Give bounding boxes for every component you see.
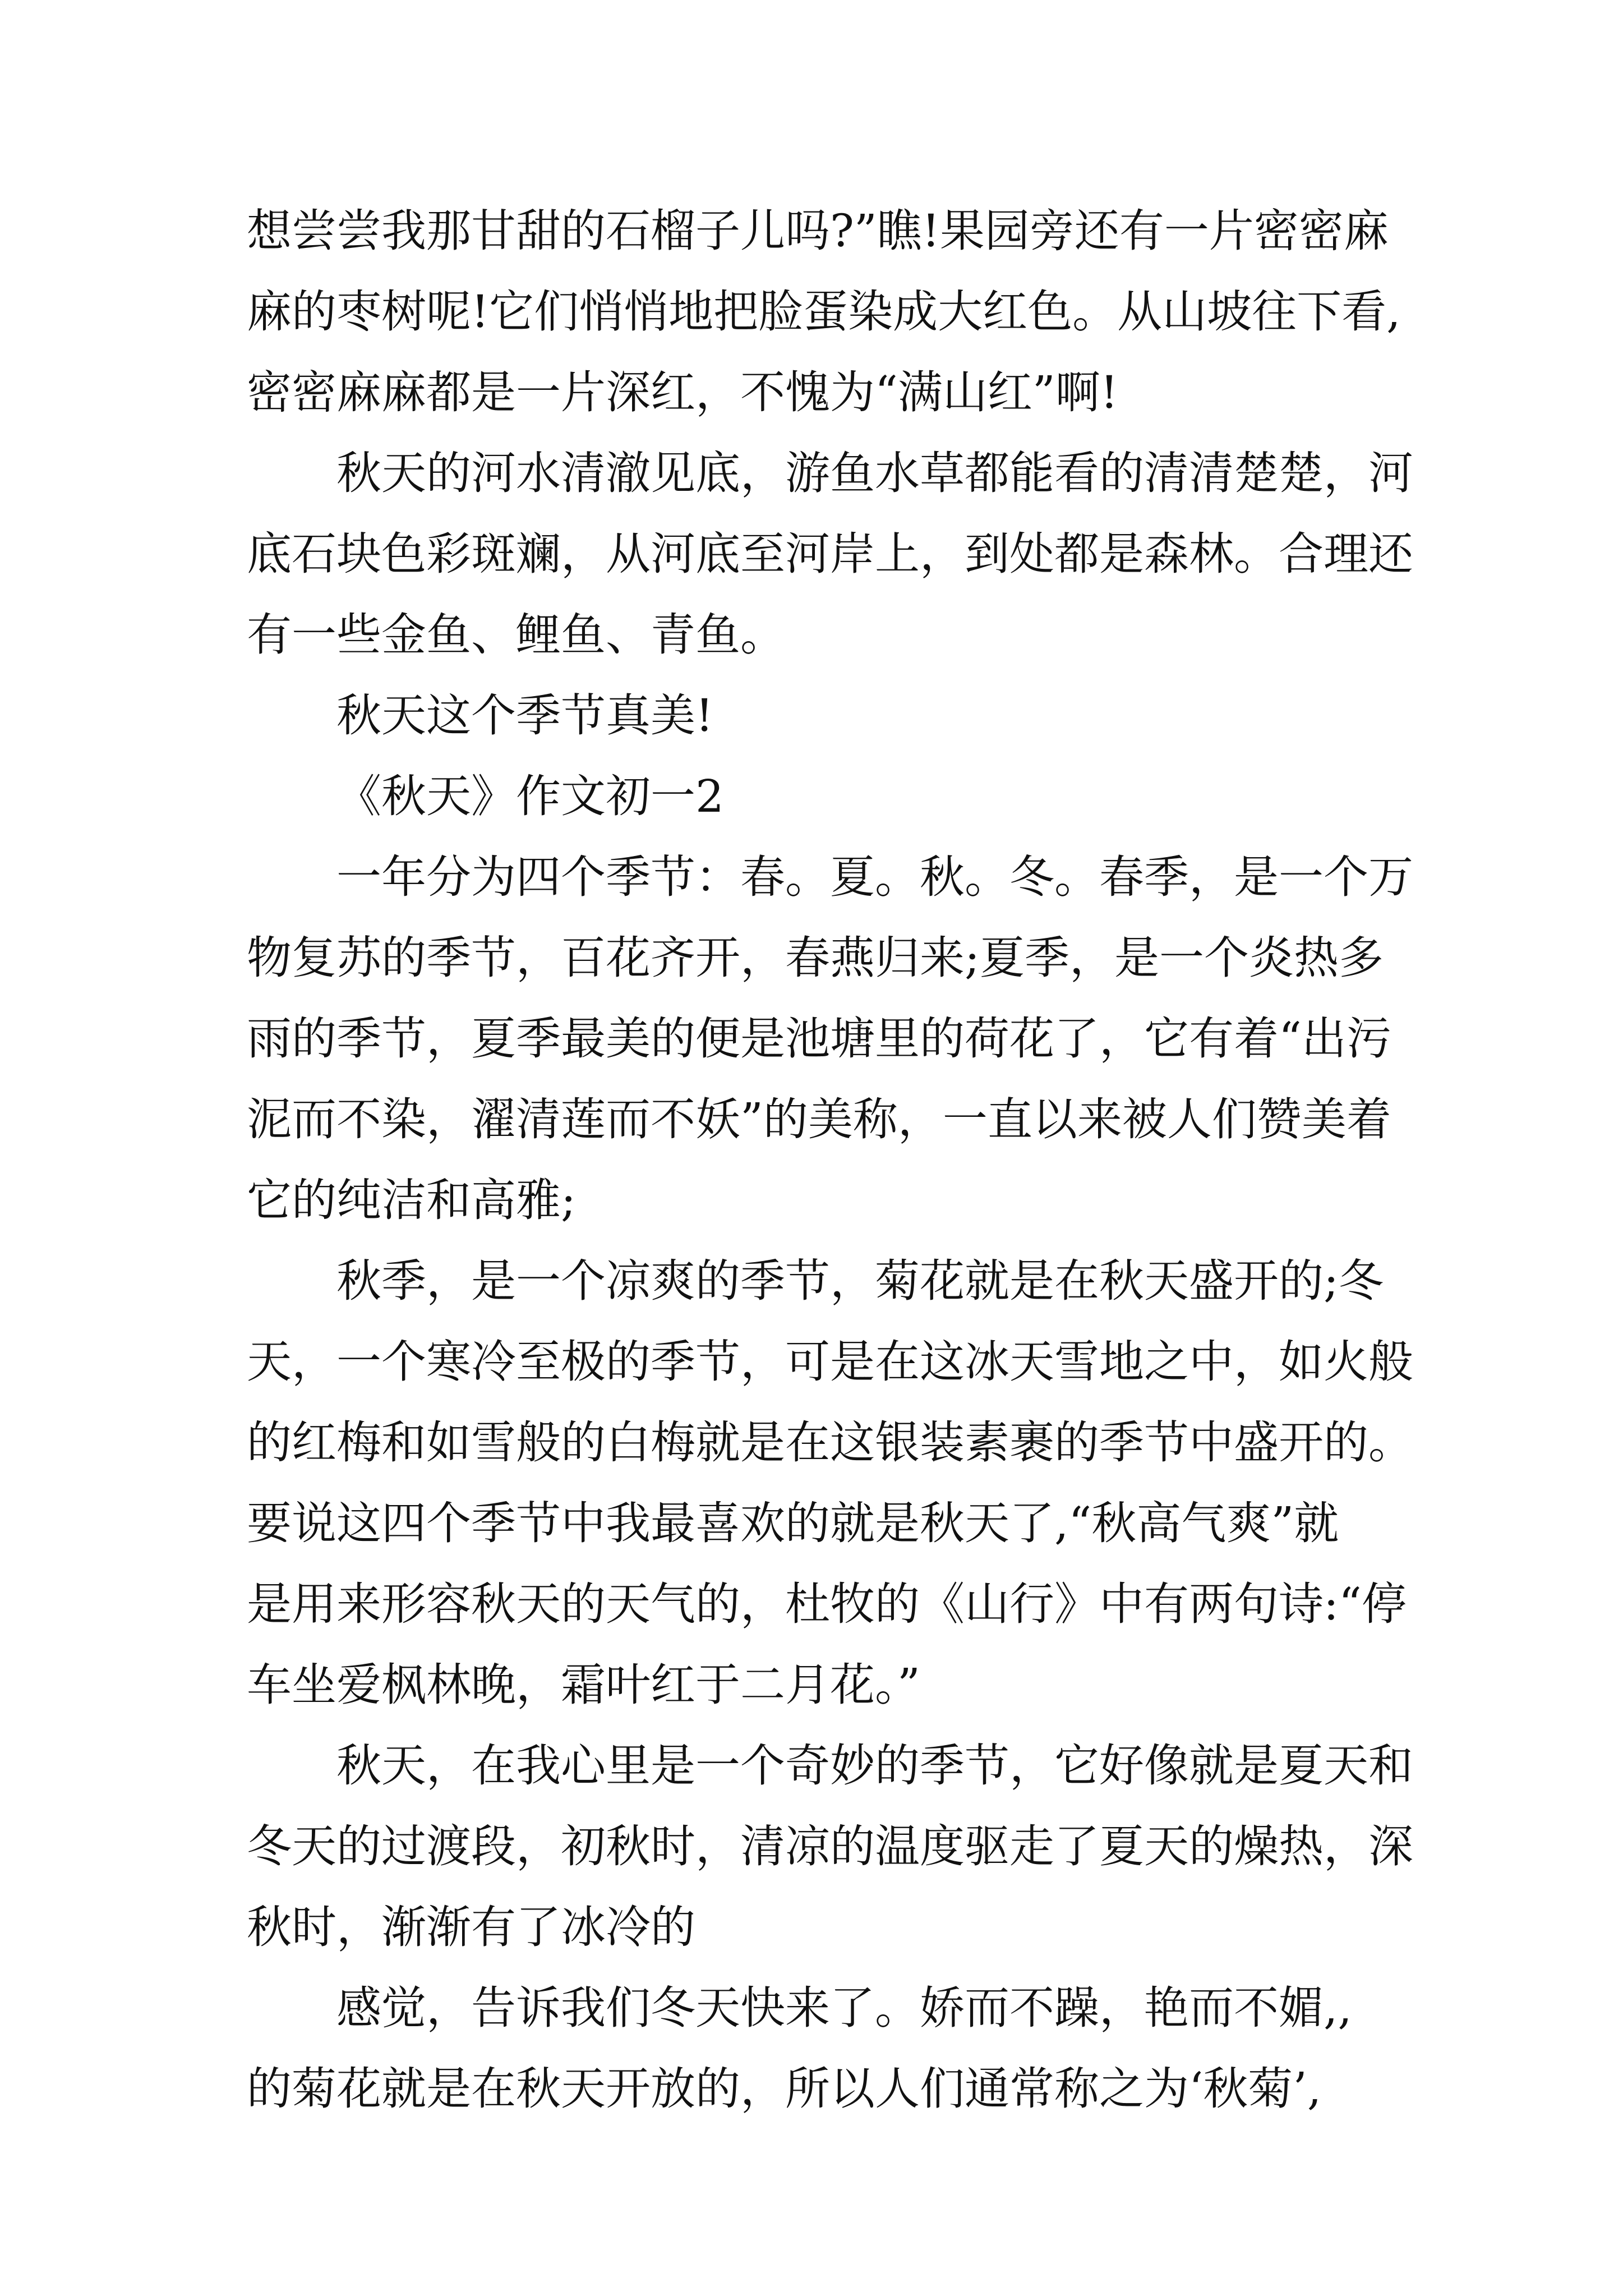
- text-line: 它的纯洁和高雅;: [247, 1174, 576, 1226]
- text-line: 秋时，渐渐有了冰冷的: [247, 1901, 695, 1953]
- text-line: 冬天的过渡段，初秋时，清凉的温度驱走了夏天的燥热，深: [247, 1820, 1413, 1872]
- text-line: 的菊花就是在秋天开放的，所以人们通常称之为‘秋菊’,: [247, 2063, 1322, 2115]
- text-line: 底石块色彩斑斓，从河底至河岸上，到处都是森林。合理还: [247, 528, 1413, 580]
- text-line: 秋天的河水清澈见底，游鱼水草都能看的清清楚楚，河: [336, 447, 1413, 499]
- text-line: 秋天这个季节真美!: [336, 689, 714, 742]
- text-line: 有一些金鱼、鲤鱼、青鱼。: [247, 609, 785, 661]
- text-line: 泥而不染，濯清莲而不妖”的美称，一直以来被人们赞美着: [247, 1093, 1391, 1145]
- text-line: 是用来形容秋天的天气的，杜牧的《山行》中有两句诗:“停: [247, 1578, 1407, 1630]
- document-body: [247, 191, 1413, 2129]
- text-line: 天，一个寒冷至极的季节，可是在这冰天雪地之中，如火般: [247, 1336, 1413, 1388]
- section-heading: 《秋天》作文初一2: [336, 770, 724, 822]
- text-line: 车坐爱枫林晚，霜叶红于二月花。”: [247, 1659, 920, 1711]
- text-line: 雨的季节，夏季最美的便是池塘里的荷花了，它有着“出污: [247, 1013, 1391, 1065]
- text-line: 想尝尝我那甘甜的石榴子儿吗?”瞧!果园旁还有一片密密麻: [247, 205, 1389, 257]
- text-line: 感觉，告诉我们冬天快来了。娇而不躁，艳而不媚,,: [336, 1982, 1352, 2034]
- text-line: 密密麻麻都是一片深红，不愧为“满山红”啊!: [247, 366, 1118, 418]
- text-line: 一年分为四个季节：春。夏。秋。冬。春季，是一个万: [336, 851, 1413, 903]
- text-line: 物复苏的季节，百花齐开，春燕归来;夏季，是一个炎热多: [247, 932, 1384, 984]
- text-line: 秋季，是一个凉爽的季节，菊花就是在秋天盛开的;冬: [336, 1255, 1384, 1307]
- text-line: 的红梅和如雪般的白梅就是在这银装素裹的季节中盛开的。: [247, 1416, 1413, 1469]
- text-line: 秋天，在我心里是一个奇妙的季节，它好像就是夏天和: [336, 1740, 1413, 1792]
- text-line: 要说这四个季节中我最喜欢的就是秋天了,“秋高气爽”就: [247, 1497, 1339, 1549]
- text-line: 麻的枣树呢!它们悄悄地把脸蛋染成大红色。从山坡往下看,: [247, 286, 1401, 338]
